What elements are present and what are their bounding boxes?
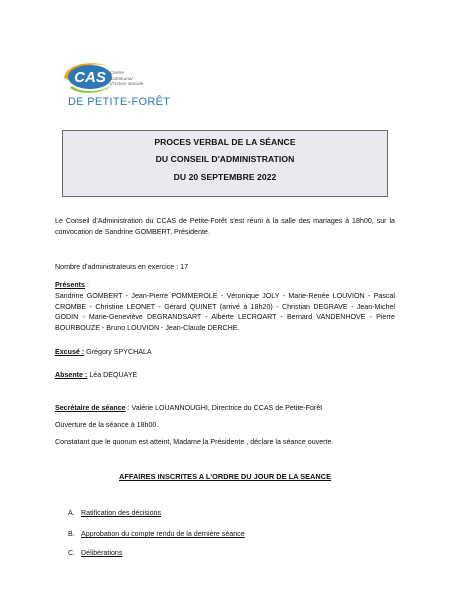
agenda-item bbox=[68, 509, 161, 517]
logo-town-name: DE PETITE-FORÊT bbox=[68, 96, 171, 108]
presents-label: Présents bbox=[55, 281, 85, 289]
agenda-item-letter: C. bbox=[68, 549, 76, 557]
excuse-label: Excusé : bbox=[55, 348, 85, 356]
title-line-3: DU 20 SEPTEMBRE 2022 bbox=[173, 172, 277, 182]
logo-subtitle-line: Communal bbox=[110, 75, 133, 81]
agenda-item-text: Ratification des décisions bbox=[81, 509, 162, 517]
absente-label: Absente : bbox=[55, 371, 88, 379]
title-line-2: DU CONSEIL D'ADMINISTRATION bbox=[155, 154, 295, 164]
agenda-item bbox=[68, 549, 122, 557]
agenda-item bbox=[68, 530, 245, 538]
presents-separator: : bbox=[84, 281, 89, 289]
secretaire-line bbox=[55, 403, 395, 414]
agenda-title: AFFAIRES INSCRITES A L'ORDRE DU JOUR DE LA SEANCE bbox=[119, 472, 331, 481]
excuse-line bbox=[55, 347, 395, 358]
agenda-item-text: Délibérations bbox=[81, 549, 123, 557]
ccas-logo bbox=[60, 58, 180, 112]
agenda-item-letter: B. bbox=[68, 530, 75, 538]
agenda-item-text: Approbation du compte rendu de la dernière séance bbox=[81, 530, 245, 538]
absente-value: Léa DEQUAYE bbox=[89, 371, 138, 379]
secretaire-label: Secrétaire de séance bbox=[55, 404, 126, 412]
logo-subtitle-line: Centre bbox=[110, 70, 125, 75]
title-line-1: PROCES VERBAL DE LA SÉANCE bbox=[154, 137, 296, 147]
intro-paragraph: Le Conseil d'Administration du CCAS de Petite-Forêt s'est réuni à la salle des mariages à 18h00, sur la convocation de Sandrine GOMBERT, Présidente. bbox=[55, 217, 395, 236]
presents-list: Sandrine GOMBERT - Jean-Pierre POMMEROLE - Véronique JOLY - Marie-Renée LOUVION - Pascal CROMBE - Christine LEONET - Gérard QUINET (arrivé à 18h20) - Christian DEGRAVE - Jean-Michel GODIN - Marie-Geneviève DEGRANDSART - Albérte LECROART - Bernard VANDENHOVE - Pierre BOURBOUZE - Bruno LOUVION - Jean-Claude DERCHE. bbox=[55, 292, 395, 332]
logo-subtitle-line: d'Action Sociale bbox=[110, 81, 144, 86]
secretaire-value: : Valérie LOUANNOUGHI, Directrice du CCAS de Petite-Forêt bbox=[125, 404, 323, 412]
logo-subtitle bbox=[110, 70, 143, 87]
title-box bbox=[62, 130, 388, 197]
quorum-line: Constatant que le quorum est atteint, Madame la Présidente , déclare la séance ouverte. bbox=[55, 438, 334, 446]
ouverture-line: Ouverture de la séance à 18h00. bbox=[55, 421, 159, 429]
administrators-count: Nombre d'administrateurs en exercice : 17 bbox=[55, 263, 189, 271]
absente-line bbox=[55, 370, 395, 381]
logo-acronym: CAS bbox=[74, 69, 106, 86]
excuse-value: Grégory SPYCHALA bbox=[86, 348, 152, 356]
agenda-item-letter: A. bbox=[68, 509, 75, 517]
presents-heading bbox=[55, 280, 395, 291]
